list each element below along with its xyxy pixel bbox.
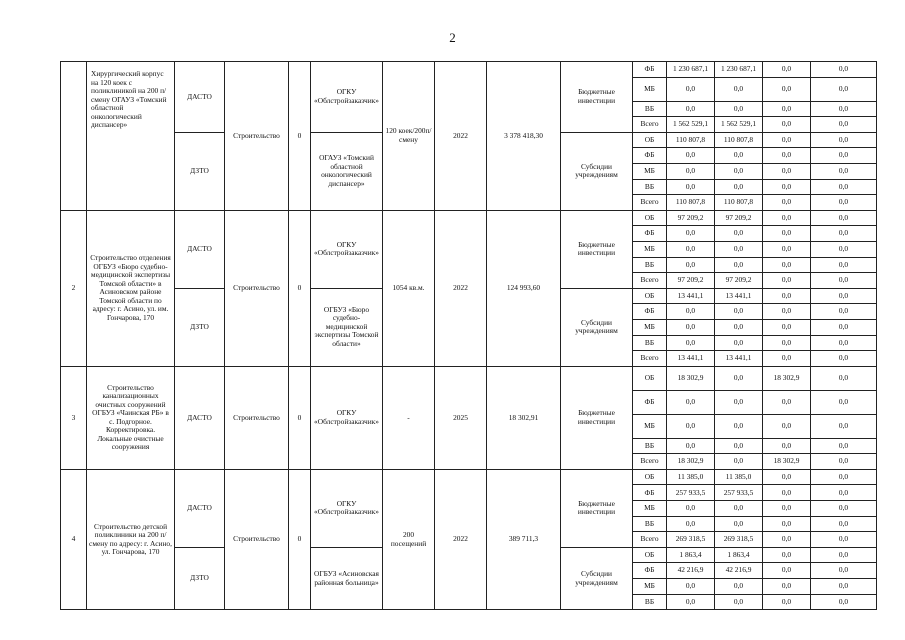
budget-source-cell: ВБ [633,179,667,195]
row-number-cell: 2 [61,210,87,366]
value-year2-cell: 0,0 [763,226,811,242]
value-year3-cell: 0,0 [811,319,877,335]
organization-cell: ДЗТО [175,288,225,366]
value-year1-cell: 0,0 [715,304,763,320]
value-total-cell: 13 441,1 [667,351,715,367]
value-year1-cell: 257 933,5 [715,485,763,501]
budget-source-cell: ОБ [633,469,667,485]
value-total-cell: 13 441,1 [667,288,715,304]
capacity-cell: 1054 кв.м. [383,210,435,366]
value-year3-cell: 0,0 [811,454,877,470]
value-year2-cell: 0,0 [763,288,811,304]
value-total-cell: 0,0 [667,257,715,273]
value-total-cell: 18 302,9 [667,366,715,390]
value-year3-cell: 0,0 [811,62,877,78]
value-year2-cell: 0,0 [763,210,811,226]
value-year3-cell: 0,0 [811,438,877,454]
budget-source-cell: ВБ [633,335,667,351]
value-year3-cell: 0,0 [811,257,877,273]
value-year2-cell: 0,0 [763,163,811,179]
customer-cell: ОГКУ «Облстройзаказчик» [311,469,383,547]
row-number-cell [61,62,87,211]
work-type-cell: Строительство [225,366,289,469]
value-year3-cell: 0,0 [811,469,877,485]
customer-cell: ОГБУЗ «Бюро судебно-медицинской экспертизы Томской области» [311,288,383,366]
value-year1-cell: 0,0 [715,101,763,117]
budget-source-cell: ФБ [633,226,667,242]
cost-cell: 124 993,60 [487,210,561,366]
value-total-cell: 11 385,0 [667,469,715,485]
value-year2-cell: 0,0 [763,179,811,195]
value-year1-cell: 110 807,8 [715,195,763,211]
value-total-cell: 269 318,5 [667,532,715,548]
zero-cell: 0 [289,366,311,469]
budget-source-cell: МБ [633,241,667,257]
value-year3-cell: 0,0 [811,414,877,438]
value-year3-cell: 0,0 [811,304,877,320]
budget-source-cell: ОБ [633,210,667,226]
page-number: 2 [449,30,456,45]
value-total-cell: 0,0 [667,241,715,257]
value-year1-cell: 269 318,5 [715,532,763,548]
value-total-cell: 97 209,2 [667,273,715,289]
value-year2-cell: 0,0 [763,319,811,335]
value-year3-cell: 0,0 [811,226,877,242]
value-year1-cell: 0,0 [715,226,763,242]
value-year2-cell: 0,0 [763,532,811,548]
value-year1-cell: 13 441,1 [715,351,763,367]
value-year2-cell: 0,0 [763,241,811,257]
work-type-cell: Строительство [225,469,289,609]
value-year3-cell: 0,0 [811,547,877,563]
value-year3-cell: 0,0 [811,273,877,289]
organization-cell: ДЗТО [175,132,225,210]
value-total-cell: 1 562 529,1 [667,117,715,133]
value-year1-cell: 97 209,2 [715,210,763,226]
value-total-cell: 1 863,4 [667,547,715,563]
value-year3-cell: 0,0 [811,532,877,548]
value-year2-cell: 0,0 [763,390,811,414]
organization-cell: ДАСТО [175,210,225,288]
budget-source-cell: Всего [633,195,667,211]
funding-type-cell: Субсидии учреждениям [561,288,633,366]
value-total-cell: 257 933,5 [667,485,715,501]
value-year3-cell: 0,0 [811,335,877,351]
value-year3-cell: 0,0 [811,563,877,579]
value-year3-cell: 0,0 [811,179,877,195]
value-year3-cell: 0,0 [811,390,877,414]
value-year1-cell: 13 441,1 [715,288,763,304]
value-year2-cell: 0,0 [763,62,811,78]
value-year2-cell: 0,0 [763,77,811,101]
budget-source-cell: ОБ [633,288,667,304]
table-row [61,62,877,78]
value-year2-cell: 0,0 [763,485,811,501]
value-year2-cell: 0,0 [763,351,811,367]
value-year1-cell: 97 209,2 [715,273,763,289]
value-year1-cell: 11 385,0 [715,469,763,485]
value-year2-cell: 0,0 [763,148,811,164]
budget-source-cell: ФБ [633,62,667,78]
budget-source-cell: МБ [633,319,667,335]
budget-source-cell: МБ [633,77,667,101]
cost-cell: 3 378 418,30 [487,62,561,211]
budget-source-cell: ВБ [633,594,667,610]
organization-cell: ДАСТО [175,469,225,547]
budget-source-cell: Всего [633,351,667,367]
budget-source-cell: МБ [633,414,667,438]
year-cell: 2022 [435,469,487,609]
value-year1-cell: 1 230 687,1 [715,62,763,78]
budget-source-cell: ВБ [633,101,667,117]
budget-source-cell: Всего [633,273,667,289]
value-year2-cell: 0,0 [763,547,811,563]
value-total-cell: 18 302,9 [667,454,715,470]
customer-cell: ОГБУЗ «Асиновская районная больница» [311,547,383,609]
table-body [61,62,877,610]
value-year2-cell: 0,0 [763,579,811,595]
value-total-cell: 0,0 [667,77,715,101]
capacity-cell: - [383,366,435,469]
funding-type-cell: Бюджетные инвестиции [561,210,633,288]
value-total-cell: 0,0 [667,148,715,164]
value-year1-cell: 0,0 [715,335,763,351]
value-year3-cell: 0,0 [811,366,877,390]
organization-cell: ДАСТО [175,366,225,469]
value-year3-cell: 0,0 [811,351,877,367]
value-year3-cell: 0,0 [811,210,877,226]
budget-source-cell: МБ [633,163,667,179]
row-number-cell: 3 [61,366,87,469]
value-year1-cell: 42 216,9 [715,563,763,579]
value-year1-cell: 1 863,4 [715,547,763,563]
value-year1-cell: 0,0 [715,163,763,179]
value-year1-cell: 0,0 [715,241,763,257]
budget-source-cell: ФБ [633,390,667,414]
value-year3-cell: 0,0 [811,101,877,117]
value-year2-cell: 0,0 [763,132,811,148]
zero-cell: 0 [289,210,311,366]
value-year3-cell: 0,0 [811,579,877,595]
value-total-cell: 97 209,2 [667,210,715,226]
value-year1-cell: 0,0 [715,390,763,414]
budget-source-cell: Всего [633,532,667,548]
table-row [61,366,877,390]
budget-source-cell: Всего [633,454,667,470]
value-year3-cell: 0,0 [811,148,877,164]
value-total-cell: 0,0 [667,594,715,610]
organization-cell: ДЗТО [175,547,225,609]
budget-source-cell: ФБ [633,563,667,579]
value-total-cell: 0,0 [667,319,715,335]
value-year2-cell: 0,0 [763,594,811,610]
table-row [61,210,877,226]
value-year2-cell: 0,0 [763,335,811,351]
customer-cell: ОГКУ «Облстройзаказчик» [311,62,383,133]
organization-cell: ДАСТО [175,62,225,133]
value-year2-cell: 0,0 [763,304,811,320]
object-name-cell: Строительство детской поликлиники на 200 п/смену по адресу: г. Асино, ул. Гончарова, 170 [87,469,175,609]
value-year2-cell: 18 302,9 [763,366,811,390]
value-year1-cell: 0,0 [715,366,763,390]
year-cell: 2022 [435,210,487,366]
value-year3-cell: 0,0 [811,241,877,257]
value-year2-cell: 0,0 [763,101,811,117]
value-total-cell: 0,0 [667,163,715,179]
value-year1-cell: 0,0 [715,257,763,273]
budget-source-cell: МБ [633,501,667,517]
value-year3-cell: 0,0 [811,516,877,532]
value-year1-cell: 0,0 [715,516,763,532]
budget-source-cell: ВБ [633,438,667,454]
value-year3-cell: 0,0 [811,288,877,304]
year-cell: 2022 [435,62,487,211]
work-type-cell: Строительство [225,210,289,366]
budget-source-cell: ФБ [633,485,667,501]
value-total-cell: 0,0 [667,179,715,195]
value-year3-cell: 0,0 [811,163,877,179]
value-year2-cell: 0,0 [763,195,811,211]
value-year1-cell: 0,0 [715,148,763,164]
investment-table [60,61,877,610]
value-year1-cell: 110 807,8 [715,132,763,148]
value-year2-cell: 0,0 [763,563,811,579]
funding-type-cell: Бюджетные инвестиции [561,366,633,469]
budget-source-cell: Всего [633,117,667,133]
funding-type-cell: Субсидии учреждениям [561,547,633,609]
year-cell: 2025 [435,366,487,469]
value-total-cell: 110 807,8 [667,195,715,211]
capacity-cell: 120 коек/200п/смену [383,62,435,211]
value-total-cell: 110 807,8 [667,132,715,148]
value-year2-cell: 0,0 [763,273,811,289]
value-year3-cell: 0,0 [811,485,877,501]
value-year2-cell: 0,0 [763,501,811,517]
customer-cell: ОГАУЗ «Томский областной онкологический диспансер» [311,132,383,210]
customer-cell: ОГКУ «Облстройзаказчик» [311,210,383,288]
budget-source-cell: ВБ [633,516,667,532]
value-year1-cell: 0,0 [715,579,763,595]
value-total-cell: 0,0 [667,516,715,532]
value-year1-cell: 0,0 [715,179,763,195]
value-year2-cell: 0,0 [763,516,811,532]
value-year1-cell: 0,0 [715,438,763,454]
table-row [61,469,877,485]
value-year1-cell: 0,0 [715,454,763,470]
work-type-cell: Строительство [225,62,289,211]
value-year3-cell: 0,0 [811,594,877,610]
zero-cell: 0 [289,469,311,609]
value-total-cell: 0,0 [667,226,715,242]
value-year2-cell: 0,0 [763,438,811,454]
object-name-cell: Хирургический корпус на 120 коек с поликлиникой на 200 п/смену ОГАУЗ «Томский областной онкологический диспансер» [87,62,175,211]
zero-cell: 0 [289,62,311,211]
value-year1-cell: 0,0 [715,319,763,335]
value-year1-cell: 0,0 [715,594,763,610]
budget-source-cell: ОБ [633,132,667,148]
value-year2-cell: 18 302,9 [763,454,811,470]
object-name-cell: Строительство канализационных очистных сооружений ОГБУЗ «Чаинская РБ» в с. Подгорное. Корректировка. Локальные очистные сооружения [87,366,175,469]
value-total-cell: 0,0 [667,501,715,517]
value-total-cell: 0,0 [667,335,715,351]
capacity-cell: 200 посещений [383,469,435,609]
budget-source-cell: ОБ [633,547,667,563]
value-year1-cell: 0,0 [715,414,763,438]
value-year3-cell: 0,0 [811,117,877,133]
value-total-cell: 42 216,9 [667,563,715,579]
value-year3-cell: 0,0 [811,132,877,148]
value-total-cell: 0,0 [667,579,715,595]
funding-type-cell: Бюджетные инвестиции [561,62,633,133]
value-year3-cell: 0,0 [811,195,877,211]
value-year3-cell: 0,0 [811,77,877,101]
budget-source-cell: ОБ [633,366,667,390]
value-year2-cell: 0,0 [763,469,811,485]
budget-source-cell: ФБ [633,148,667,164]
object-name-cell: Строительство отделения ОГБУЗ «Бюро судебно-медицинской экспертизы Томской области» в Асиновском районе Томской области по адресу: г. Асино, ул. им. Гончарова, 170 [87,210,175,366]
value-year1-cell: 0,0 [715,77,763,101]
value-year1-cell: 1 562 529,1 [715,117,763,133]
value-total-cell: 0,0 [667,390,715,414]
value-year2-cell: 0,0 [763,414,811,438]
budget-source-cell: ФБ [633,304,667,320]
value-total-cell: 0,0 [667,304,715,320]
value-year3-cell: 0,0 [811,501,877,517]
value-total-cell: 1 230 687,1 [667,62,715,78]
funding-type-cell: Бюджетные инвестиции [561,469,633,547]
cost-cell: 18 302,91 [487,366,561,469]
value-year2-cell: 0,0 [763,257,811,273]
value-total-cell: 0,0 [667,101,715,117]
customer-cell: ОГКУ «Облстройзаказчик» [311,366,383,469]
row-number-cell: 4 [61,469,87,609]
budget-source-cell: ВБ [633,257,667,273]
value-total-cell: 0,0 [667,438,715,454]
cost-cell: 389 711,3 [487,469,561,609]
value-year2-cell: 0,0 [763,117,811,133]
value-year1-cell: 0,0 [715,501,763,517]
value-total-cell: 0,0 [667,414,715,438]
funding-type-cell: Субсидии учреждениям [561,132,633,210]
budget-source-cell: МБ [633,579,667,595]
